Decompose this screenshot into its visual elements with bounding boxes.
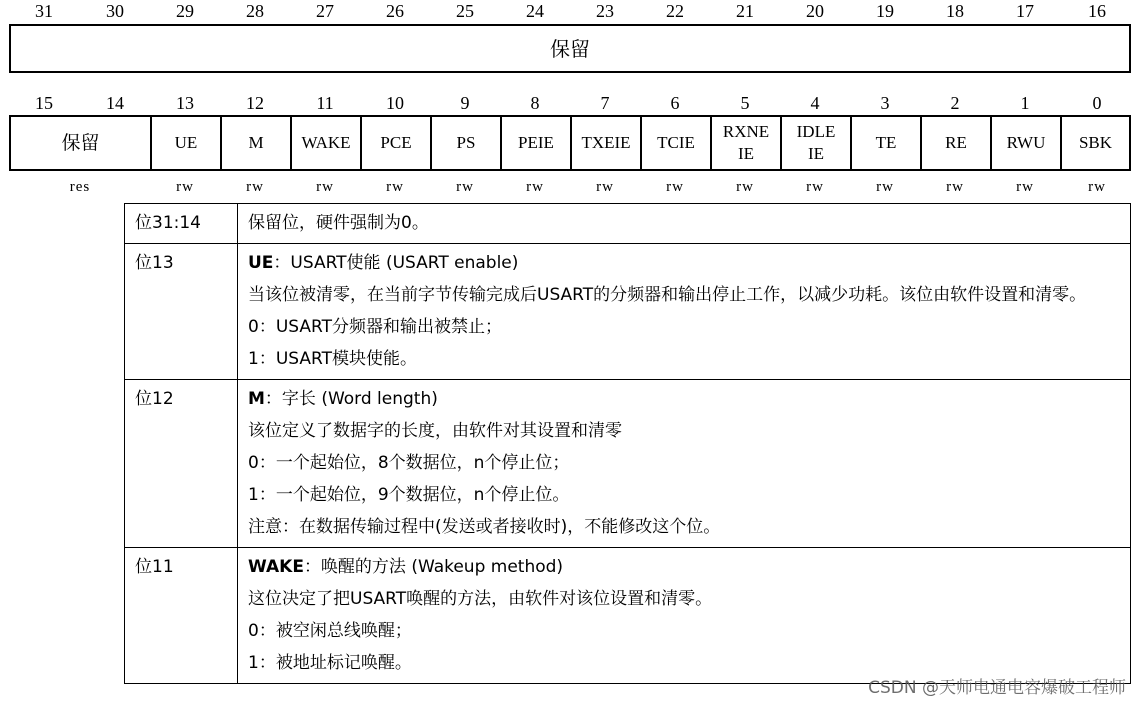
description-cell	[238, 380, 1131, 548]
reserved-label: 保留	[550, 36, 590, 61]
bit-number: 10	[386, 93, 404, 113]
field-label: TE	[875, 133, 897, 152]
access-label: rw	[736, 179, 754, 195]
bit-range-cell	[125, 548, 238, 684]
access-label: rw	[666, 179, 684, 195]
field-label: RE	[945, 133, 967, 152]
field-title	[248, 247, 1121, 279]
bit-number: 29	[176, 1, 194, 21]
description-line: 0：被空闲总线唤醒；	[248, 621, 412, 641]
field-te	[852, 117, 922, 169]
description-line: 这位决定了把USART唤醒的方法，由软件对该位设置和清零。	[248, 589, 713, 609]
bit-range: 位13	[135, 253, 174, 273]
field-label: PS	[456, 133, 476, 152]
bit-number: 18	[946, 1, 964, 21]
field-label: RWU	[1006, 133, 1046, 152]
bit-number: 28	[246, 1, 264, 21]
access-label: rw	[946, 179, 964, 195]
field-name: M	[248, 389, 265, 409]
bit-number: 23	[596, 1, 614, 21]
field-txeie	[572, 117, 642, 169]
bit-number: 2	[950, 93, 960, 113]
field-label-line2: IE	[737, 144, 755, 163]
field-wake	[292, 117, 362, 169]
access-label: rw	[316, 179, 334, 195]
bit-number: 7	[600, 93, 610, 113]
bit-number: 9	[460, 93, 470, 113]
description-line: 1：一个起始位，9个数据位，n个停止位。	[248, 485, 570, 505]
table-row	[125, 548, 1131, 684]
bit-number: 21	[736, 1, 754, 21]
field-label: TCIE	[657, 133, 695, 152]
table-row	[125, 380, 1131, 548]
description-line: 0：一个起始位，8个数据位，n个停止位；	[248, 453, 570, 473]
field-label: SBK	[1078, 133, 1113, 152]
bit-number: 3	[880, 93, 890, 113]
field-tcie	[642, 117, 712, 169]
bit-number: 1	[1020, 93, 1030, 113]
upper-bit-numbers	[0, 0, 1140, 22]
bit-number: 30	[106, 1, 124, 21]
description-cell	[238, 204, 1131, 244]
bit-number: 26	[386, 1, 404, 21]
bit-number: 19	[876, 1, 894, 21]
field-title	[248, 551, 1121, 583]
description-line: 0：USART分频器和输出被禁止；	[248, 317, 502, 337]
field-label: PEIE	[518, 133, 554, 152]
bit-range-cell	[125, 380, 238, 548]
description-cell	[238, 244, 1131, 380]
field-title-text: ：字长 (Word length)	[264, 389, 438, 409]
lower-register-box	[9, 115, 1131, 171]
access-label: rw	[596, 179, 614, 195]
access-label: rw	[246, 179, 264, 195]
bit-number: 8	[530, 93, 540, 113]
bit-number: 27	[316, 1, 334, 21]
field-idleie	[782, 117, 852, 169]
description-line: 该位定义了数据字的长度，由软件对其设置和清零	[248, 421, 622, 441]
access-label: rw	[1088, 179, 1106, 195]
field-label: UE	[174, 133, 198, 152]
bit-number: 16	[1088, 1, 1106, 21]
access-label: rw	[526, 179, 544, 195]
field-label-line2: IE	[807, 144, 825, 163]
access-label: res	[69, 179, 91, 195]
access-label: rw	[806, 179, 824, 195]
field-label: TXEIE	[581, 133, 631, 152]
field-label: 保留	[61, 132, 100, 154]
access-label: rw	[1016, 179, 1034, 195]
field-label: WAKE	[301, 133, 351, 152]
description-cell	[238, 548, 1131, 684]
table-row	[125, 244, 1131, 380]
bit-number: 24	[526, 1, 544, 21]
access-label: rw	[456, 179, 474, 195]
bit-number: 22	[666, 1, 684, 21]
field-peie	[502, 117, 572, 169]
bit-number: 17	[1016, 1, 1034, 21]
field-title-text: ：唤醒的方法 (Wakeup method)	[303, 557, 564, 577]
bit-range-cell	[125, 204, 238, 244]
bit-number: 15	[35, 93, 53, 113]
bit-range: 位12	[135, 389, 174, 409]
field-title-text: ：USART使能 (USART enable)	[273, 253, 519, 273]
field-name: WAKE	[248, 557, 304, 577]
description-line: 保留位，硬件强制为0。	[248, 213, 429, 233]
bit-number: 4	[810, 93, 820, 113]
bit-range-cell	[125, 244, 238, 380]
table-row	[125, 204, 1131, 244]
bit-number: 0	[1092, 93, 1102, 113]
field-sbk	[1062, 117, 1129, 169]
field-pce	[362, 117, 432, 169]
field-rxneie	[712, 117, 782, 169]
description-line: 当该位被清零，在当前字节传输完成后USART的分频器和输出停止工作，以减少功耗。该位由软件设置和清零。	[248, 285, 1087, 305]
access-label: rw	[876, 179, 894, 195]
field-label: IDLE	[796, 122, 836, 141]
bit-number: 6	[670, 93, 680, 113]
bit-number: 5	[740, 93, 750, 113]
bit-description-table	[124, 203, 1131, 684]
bit-number: 14	[106, 93, 124, 113]
field-title	[248, 383, 1121, 415]
upper-register-box	[9, 24, 1131, 73]
field-name: UE	[248, 253, 274, 273]
bit-number: 12	[246, 93, 264, 113]
access-label: rw	[176, 179, 194, 195]
access-label: rw	[386, 179, 404, 195]
bit-number: 20	[806, 1, 824, 21]
bit-number: 31	[35, 1, 53, 21]
description-line: 1：USART模块使能。	[248, 349, 417, 369]
field-label: RXNE	[722, 122, 770, 141]
bit-number: 13	[176, 93, 194, 113]
bit-range: 位11	[135, 557, 174, 577]
field-label: PCE	[380, 133, 412, 152]
description-line: 1：被地址标记唤醒。	[248, 653, 412, 673]
field-m	[222, 117, 292, 169]
field-label: M	[248, 133, 264, 152]
bit-number: 25	[456, 1, 474, 21]
description-line: 注意：在数据传输过程中(发送或者接收时)，不能修改这个位。	[248, 517, 721, 537]
bit-range: 位31:14	[135, 213, 201, 233]
field-ue	[152, 117, 222, 169]
watermark: CSDN @天师电通电容爆破工程师	[868, 678, 1126, 698]
access-row	[0, 178, 1140, 196]
field-reserved	[11, 117, 152, 169]
field-rwu	[992, 117, 1062, 169]
reserved-field-upper	[11, 26, 1129, 71]
field-re	[922, 117, 992, 169]
lower-bit-numbers	[0, 92, 1140, 114]
field-ps	[432, 117, 502, 169]
bit-number: 11	[316, 93, 334, 113]
